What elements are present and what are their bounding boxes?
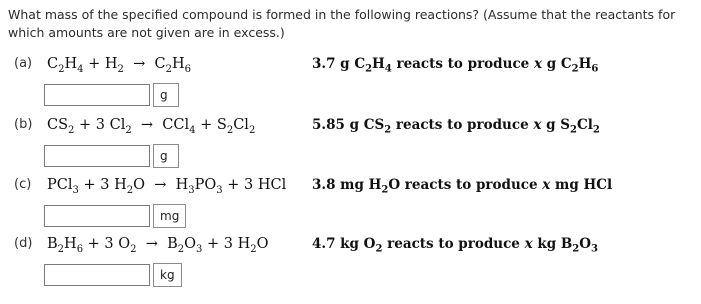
unit-label: kg xyxy=(153,263,182,287)
unit-label: mg xyxy=(153,204,186,228)
unit-label: g xyxy=(153,83,179,107)
reaction-statement: 5.85 g $CS_2$ reacts to produce x g $S_2Cl_2$ xyxy=(312,117,600,136)
part-label: (a) xyxy=(14,56,33,71)
answer-input[interactable] xyxy=(44,84,150,106)
unit-label: g xyxy=(153,144,179,168)
question-text: What mass of the specified compound is formed in the following reactions? (Assume that the reactants for which amounts are not given are in excess.) xyxy=(8,7,676,40)
reaction-equation: $B_2H_6 + 3$ $O_2 \to B_2O_3 + 3$ $H_2O$ xyxy=(47,236,269,255)
part-label: (d) xyxy=(14,236,33,251)
reaction-statement: 3.7 g $C_2H_4$ reacts to produce x g $C_2H_6$ xyxy=(312,56,599,75)
part-d xyxy=(0,234,701,304)
answer-input[interactable] xyxy=(44,264,150,286)
part-label: (c) xyxy=(14,177,32,192)
reaction-statement: 3.8 mg $H_2O$ reacts to produce x mg HCl xyxy=(312,177,613,196)
answer-input[interactable] xyxy=(44,145,150,167)
reaction-equation: $C_2H_4 + H_2 \to C_2H_6$ xyxy=(47,56,191,75)
answer-input[interactable] xyxy=(44,205,150,227)
reaction-equation: $CS_2 + 3$ $Cl_2 \to CCl_4 + S_2Cl_2$ xyxy=(47,117,256,136)
part-label: (b) xyxy=(14,117,33,132)
part-a xyxy=(0,54,701,124)
reaction-statement: 4.7 kg $O_2$ reacts to produce x kg $B_2O_3$ xyxy=(312,236,598,255)
reaction-equation: PCl$_3$ + 3 $H_2O \to H_3PO_3 + 3$ HCl xyxy=(47,177,287,196)
